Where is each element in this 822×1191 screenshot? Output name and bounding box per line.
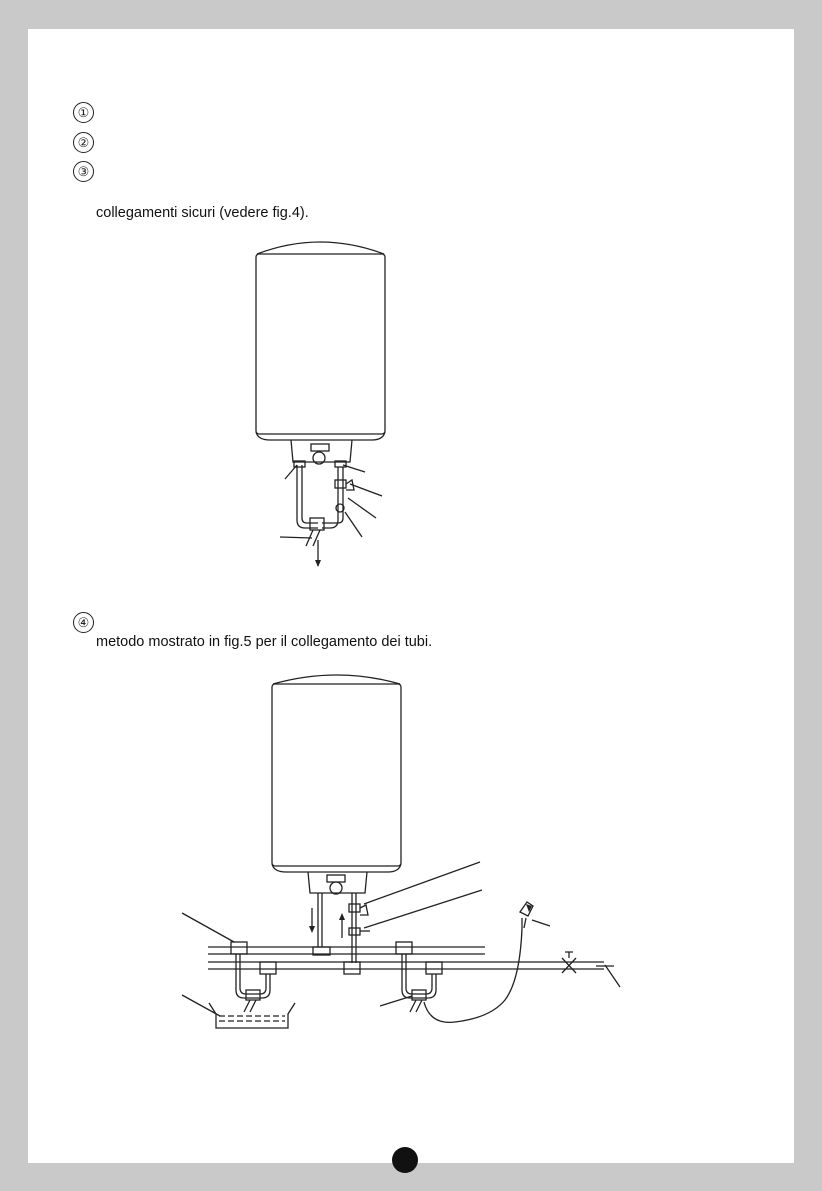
step-3-text: collegamenti sicuri (vedere fig.4).	[96, 205, 309, 221]
step-4-text: metodo mostrato in fig.5 per il collegamento dei tubi.	[96, 634, 433, 650]
tank-top-dome	[273, 675, 400, 684]
step-2-marker: ②	[73, 132, 94, 153]
page-number-dot	[392, 1147, 418, 1173]
step-3-marker: ③	[73, 161, 94, 182]
tank-body	[272, 684, 401, 866]
step-1-marker: ①	[73, 102, 94, 123]
step-4-marker: ④	[73, 612, 94, 633]
